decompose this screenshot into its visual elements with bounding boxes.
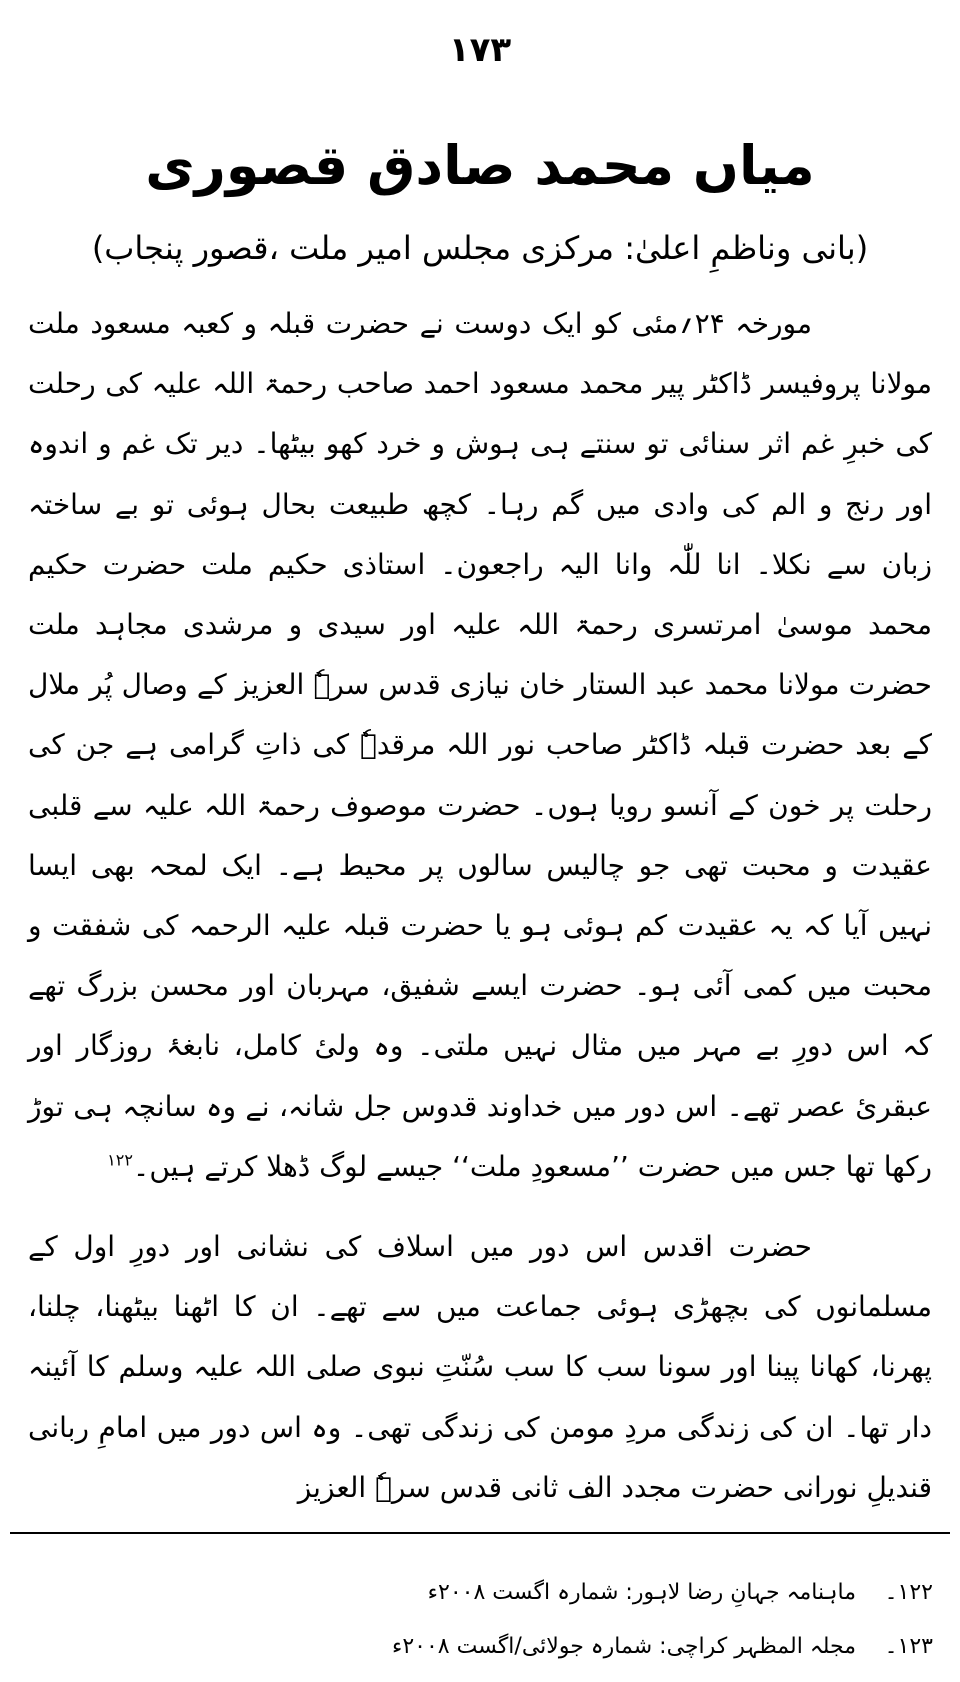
- article-body: [28, 294, 932, 1518]
- article-subtitle: (بانی وناظمِ اعلیٰ: مرکزی مجلس امیر ملت ،قصور پنجاب): [91, 229, 869, 267]
- footnote-divider: [10, 1532, 950, 1534]
- footnote-text: ماہنامہ جہانِ رضا لاہور: شمارہ اگست ۲۰۰۸ء: [427, 1580, 856, 1605]
- footnote-text: مجلہ المظہر کراچی: شمارہ جولائی/اگست ۲۰۰۸ء: [391, 1634, 856, 1659]
- footnote-number: ۱۲۳۔: [884, 1634, 933, 1659]
- footnote-marker: ۱۲۲: [107, 1150, 133, 1170]
- body-paragraph-2: حضرت اقدس اس دور میں اسلاف کی نشانی اور دورِ اول کے مسلمانوں کی بچھڑی ہوئی جماعت میں سے تھے۔ ان کا اٹھنا بیٹھنا، چلنا، پھرنا، کھانا پینا اور سونا سب کا سب سُنّتِ نبوی صلی اللہ علیہ وسلم کا آئینہ دار تھا۔ ان کی زندگی مردِ مومن کی زندگی تھی۔ وہ اس دور میں امامِ ربانی قندیلِ نورانی حضرت مجدد الف ثانی قدس سرہٗ العزیز: [28, 1230, 932, 1504]
- footnotes: [28, 1566, 933, 1674]
- page-number: ۱۷۳: [448, 30, 512, 70]
- footnote-number: ۱۲۲۔: [884, 1580, 933, 1605]
- paragraph-1-text: مورخہ ۲۴؍مئی کو ایک دوست نے حضرت قبلہ و کعبہ مسعود ملت مولانا پروفیسر ڈاکٹر پیر محمد مسعود احمد صاحب رحمۃ اللہ علیہ کی رحلت کی خبرِ غم اثر سنائی تو سنتے ہی ہوش و خرد کھو بیٹھا۔ دیر تک غم و اندوہ اور رنج و الم کی وادی میں گم رہا۔ کچھ طبیعت بحال ہوئی تو بے ساختہ زبان سے نکلا۔ انا للّٰہ وانا الیہ راجعون۔ استاذی حکیم ملت حضرت حکیم محمد موسیٰ امرتسری رحمۃ اللہ علیہ اور سیدی و مرشدی مجاہد ملت حضرت مولانا محمد عبد الستار خان نیازی قدس سرہٗ العزیز کے وصال پُر ملال کے بعد حضرت قبلہ ڈاکٹر صاحب نور اللہ مرقدہٗ کی ذاتِ گرامی ہے جن کی رحلت پر خون کے آنسو رویا ہوں۔ حضرت موصوف رحمۃ اللہ علیہ سے قلبی عقیدت و محبت تھی جو چالیس سالوں پر محیط ہے۔ ایک لمحہ بھی ایسا نہیں آیا کہ یہ عقیدت کم ہوئی ہو یا حضرت قبلہ علیہ الرحمہ کی شفقت و محبت میں کمی آئی ہو۔ حضرت ایسے شفیق، مہربان اور محسن بزرگ تھے کہ اس دورِ بے مہر میں مثال نہیں ملتی۔ وہ ولیٔ کامل، نابغۂ روزگار اور عبقریٔ عصر تھے۔ اس دور میں خداوند قدوس جل شانہ، نے وہ سانچہ ہی توڑ رکھا تھا جس میں حضرت ’’مسعودِ ملت‘‘ جیسے لوگ ڈھلا کرتے ہیں۔: [28, 307, 932, 1183]
- footnote-item: [28, 1566, 933, 1620]
- body-paragraph-1: [28, 294, 932, 1197]
- article-title: میاں محمد صادق قصوری: [145, 134, 815, 197]
- footnote-item: [28, 1620, 933, 1674]
